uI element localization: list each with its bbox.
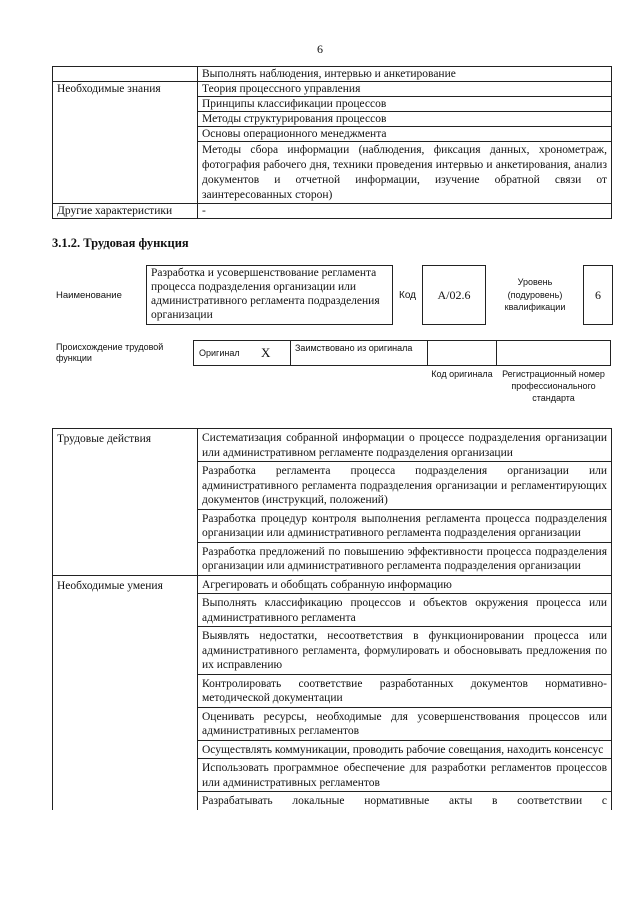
row-text: Разработка процедур контроля выполнения регламента процесса подразделения организации или административного регламента подразделения организации — [198, 509, 612, 542]
borrowed-label: Заимствовано из оригинала — [295, 343, 413, 353]
row-text: Систематизация собранной информации о процессе подразделения организации или административном регламенте подразделения организации — [198, 429, 612, 462]
table-row — [53, 67, 612, 82]
row-text: Выявлять недостатки, несоответствия в функционировании процесса или административного регламента, формулировать и обосновывать предложения по их исправлению — [198, 627, 612, 675]
code-original-cell — [427, 340, 497, 366]
row-text: Разрабатывать локальные нормативные акты в соответствии с — [198, 792, 612, 810]
table-row — [53, 575, 612, 594]
row-label: Необходимые знания — [53, 82, 198, 204]
row-text: - — [198, 204, 612, 219]
actions-skills-table — [52, 428, 612, 810]
code-label: Код — [399, 290, 417, 301]
level-label: Уровень (подуровень) квалификации — [504, 277, 566, 312]
row-text: Разработка регламента процесса подразделения организации или административного регламента подразделения организации и регламентирующих документов (инструкций, положений) — [198, 462, 612, 510]
row-label — [53, 67, 198, 82]
level-value: 6 — [595, 288, 601, 302]
reg-number-label: Регистрационный номер профессионального стандарта — [502, 369, 605, 403]
name-box — [146, 265, 393, 325]
code-value: A/02.6 — [437, 288, 471, 302]
table-row — [53, 429, 612, 462]
knowledge-table — [52, 66, 612, 219]
row-text: Принципы классификации процессов — [198, 97, 612, 112]
name-label: Наименование — [56, 290, 122, 301]
original-label: Оригинал — [199, 348, 240, 358]
table-row — [53, 204, 612, 219]
row-text: Осуществлять коммуникации, проводить рабочие совещания, находить консенсус — [198, 740, 612, 759]
row-text: Теория процессного управления — [198, 82, 612, 97]
row-text: Методы сбора информации (наблюдения, фиксация данных, хронометраж, фотография рабочего дня, техники проведения интервью и анкетирования, анализ документов и отчетной информации, изучение обратной связи от заинтересованных сторон) — [198, 142, 612, 204]
row-label: Трудовые действия — [53, 429, 198, 576]
page-number: 6 — [317, 42, 323, 56]
row-label: Необходимые умения — [53, 575, 198, 810]
row-label: Другие характеристики — [53, 204, 198, 219]
row-text: Контролировать соответствие разработанных документов нормативно-методической документации — [198, 674, 612, 707]
reg-number-cell — [496, 340, 611, 366]
row-text: Основы операционного менеджмента — [198, 127, 612, 142]
name-value: Разработка и усовершенствование регламента процесса подразделения организации или административного регламента подразделения организации — [151, 267, 380, 321]
origin-label: Происхождение трудовой функции — [56, 342, 164, 363]
level-box — [583, 265, 613, 325]
original-mark: X — [261, 345, 271, 360]
row-text: Оценивать ресурсы, необходимые для усовершенствования процессов или административных регламентов — [198, 707, 612, 740]
section-heading: 3.1.2. Трудовая функция — [52, 236, 189, 250]
row-text: Методы структурирования процессов — [198, 112, 612, 127]
table-row — [53, 82, 612, 97]
row-text: Использовать программное обеспечение для разработки регламентов процессов или административных регламентов — [198, 759, 612, 792]
code-box — [422, 265, 486, 325]
code-original-label: Код оригинала — [431, 369, 493, 379]
row-text: Выполнять наблюдения, интервью и анкетирование — [198, 67, 612, 82]
row-text: Разработка предложений по повышению эффективности процесса подразделения организации или административного регламента подразделения организации — [198, 542, 612, 575]
row-text: Выполнять классификацию процессов и объектов окружения процесса или административного регламента — [198, 594, 612, 627]
row-text: Агрегировать и обобщать собранную информацию — [198, 575, 612, 594]
